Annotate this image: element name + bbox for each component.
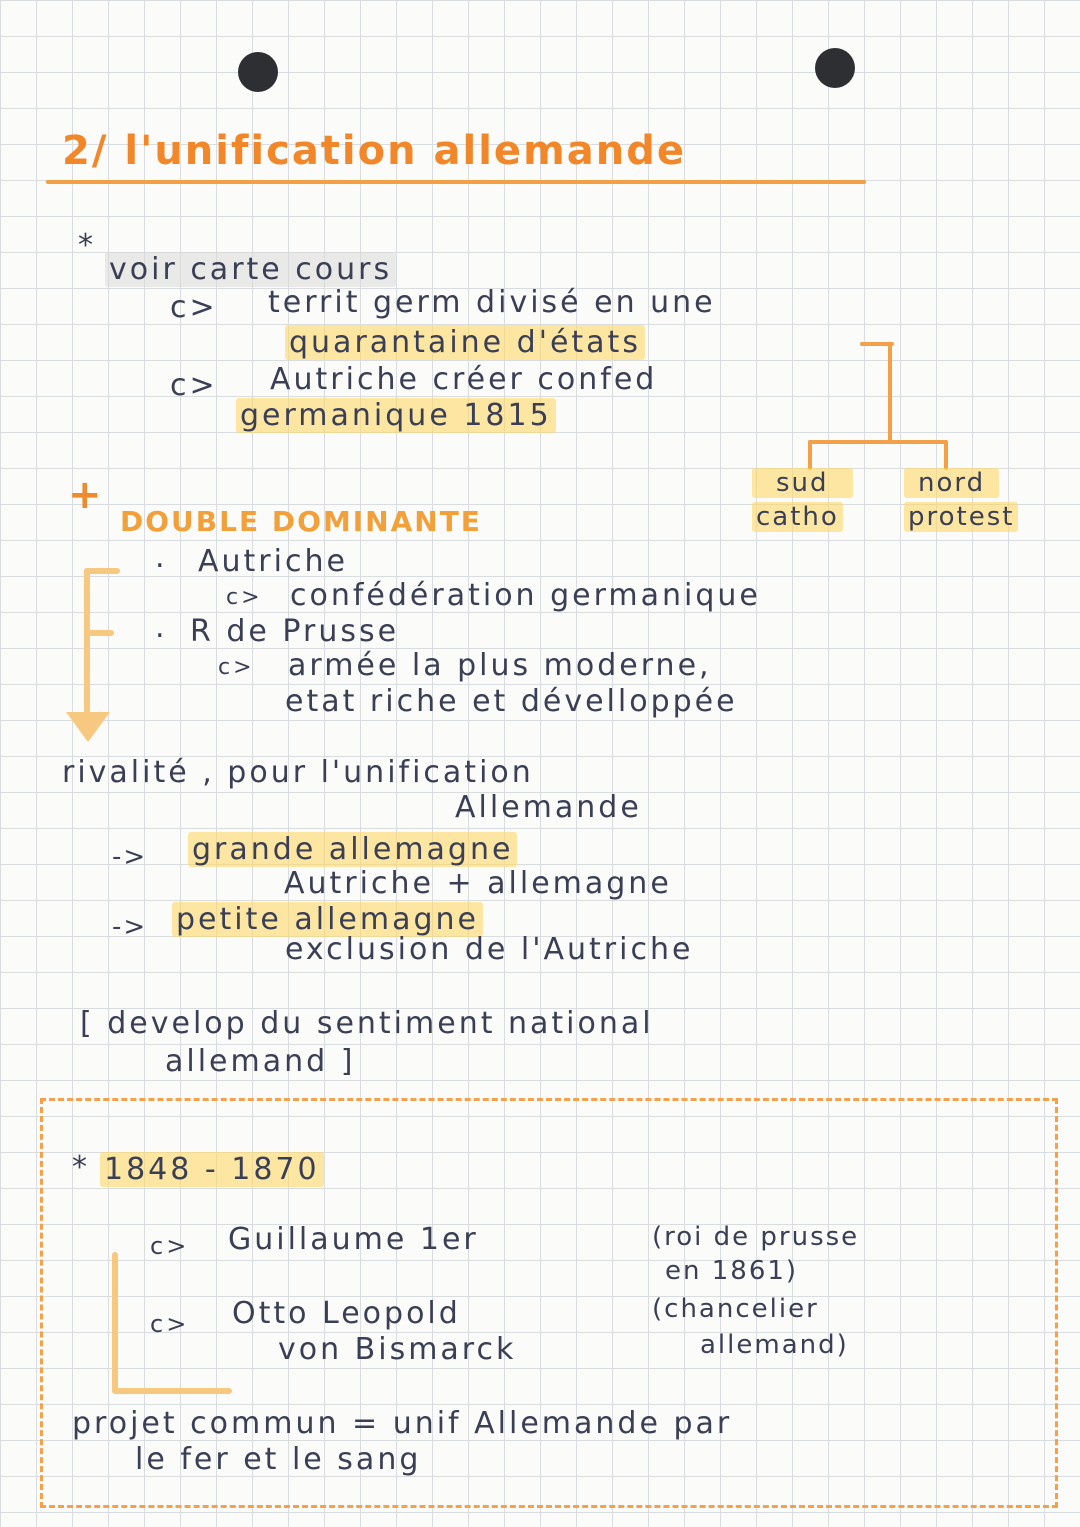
dash-arrow: -> (112, 842, 148, 872)
option-grande-allemagne: grande allemagne (188, 832, 517, 867)
note-develop: [ develop du sentiment national (80, 1006, 654, 1041)
person-guillaume: Guillaume 1er (228, 1222, 479, 1257)
allemande-line: Allemande (455, 790, 642, 825)
tree-right-leg (944, 440, 948, 470)
note-line-autriche: Autriche créer confed (270, 362, 658, 397)
germanique-text: germanique 1815 (236, 398, 556, 433)
note-line-carte (105, 252, 396, 287)
arrow-bullet: c> (218, 655, 255, 680)
note-line-quarantaine (285, 325, 645, 360)
quarantaine-text: quarantaine d'états (285, 325, 645, 360)
option-petite-sub: exclusion de l'Autriche (285, 932, 694, 967)
tree-right-bottom: protest (904, 502, 1018, 532)
note-line-territ: territ germ divisé en une (268, 285, 716, 320)
item-prusse-sub1: armée la plus moderne, (288, 648, 712, 683)
star-marker: * (78, 228, 96, 263)
tree-bar (808, 440, 948, 444)
option-petite-allemagne: petite allemagne (172, 902, 483, 937)
star-marker: * (72, 1150, 90, 1185)
punch-hole-left (238, 52, 278, 92)
guillaume-note1: (roi de prusse (652, 1222, 860, 1252)
date-range: 1848 - 1870 (100, 1152, 324, 1187)
double-dominante-heading: DOUBLE DOMINANTE (120, 505, 482, 538)
note-allemand: allemand ] (165, 1044, 356, 1079)
fer-et-sang: le fer et le sang (135, 1442, 422, 1477)
bismarck-note1: (chancelier (652, 1294, 819, 1324)
person-bismarck-2: von Bismarck (278, 1332, 517, 1367)
arrow-bullet: c> (170, 368, 218, 403)
page-title: 2/ l'unification allemande (62, 128, 686, 174)
carte-text: voir carte cours (105, 252, 396, 287)
plus-marker: + (68, 472, 102, 518)
tree-left-top: sud (752, 468, 853, 498)
tree-left-bottom: catho (752, 502, 843, 532)
item-autriche-sub: confédération germanique (290, 578, 761, 613)
flow-arrow-mid (84, 630, 114, 636)
note-line-germanique (236, 398, 556, 433)
guillaume-note2: en 1861) (665, 1256, 799, 1286)
people-bracket-foot (112, 1388, 232, 1394)
person-bismarck-1: Otto Leopold (232, 1296, 461, 1331)
item-prusse-sub2: etat riche et dévelloppée (285, 684, 738, 719)
arrow-bullet: c> (150, 1232, 190, 1260)
flow-arrow-top (84, 568, 120, 574)
flow-arrow-head (66, 712, 110, 742)
bullet-dot: . (155, 610, 168, 645)
option-grande-sub: Autriche + allemagne (284, 866, 672, 901)
projet-commun: projet commun = unif Allemande par (72, 1406, 733, 1441)
bismarck-note2: allemand) (700, 1330, 849, 1360)
item-prusse: R de Prusse (190, 614, 400, 649)
title-underline (46, 180, 866, 184)
people-bracket-stem (112, 1252, 118, 1392)
item-autriche: Autriche (198, 544, 348, 579)
tree-left-leg (808, 440, 812, 470)
arrow-bullet: c> (150, 1310, 190, 1338)
arrow-bullet: c> (226, 585, 263, 610)
punch-hole-right (815, 48, 855, 88)
dash-arrow: -> (112, 912, 148, 942)
flow-arrow-stem (84, 568, 90, 728)
bullet-dot: . (155, 540, 168, 575)
tree-right-top: nord (904, 468, 999, 498)
rivalite-line: rivalité , pour l'unification (62, 755, 534, 790)
arrow-bullet: c> (170, 290, 218, 325)
tree-stem (888, 342, 892, 442)
